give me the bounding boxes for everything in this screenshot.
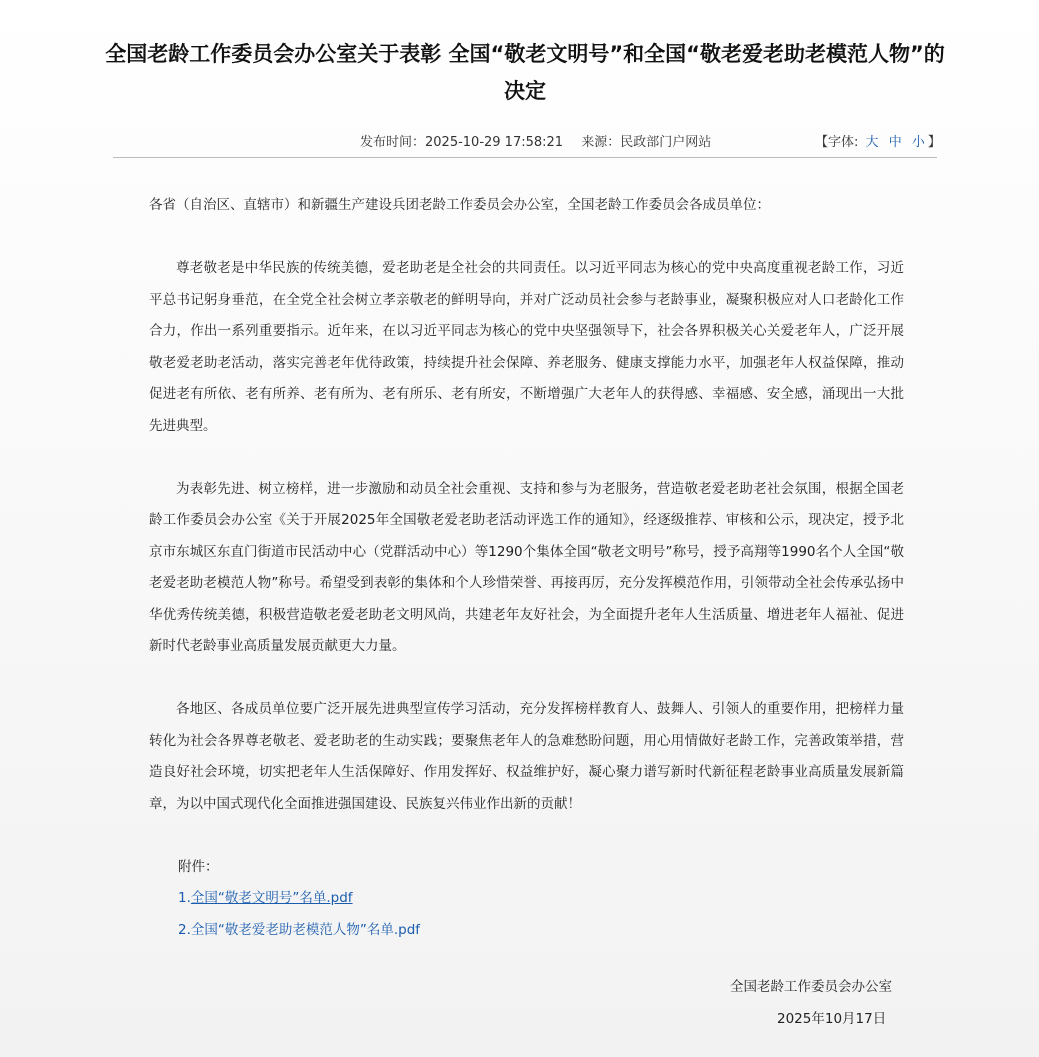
attachment-1-number: 1.: [178, 890, 191, 906]
font-size-label: 【字体:: [815, 135, 859, 150]
attachment-2-link[interactable]: 全国“敬老爱老助老模范人物”名单.pdf: [190, 921, 421, 938]
publish-time: 发布时间：2025-10-29 17:58:21: [360, 135, 564, 150]
attachments-label: 附件：: [178, 858, 219, 875]
article-meta: [360, 131, 725, 150]
attachment-2: [149, 915, 904, 947]
font-size-close: 】: [927, 135, 941, 150]
signature-date: 2025年10月17日: [777, 1011, 887, 1027]
article-title: 全国老龄工作委员会办公室关于表彰 全国“敬老文明号”和全国“敬老爱老助老模范人物”的决定: [105, 42, 945, 103]
font-size-switcher: [815, 131, 941, 150]
salutation: 各省（自治区、直辖市）和新疆生产建设兵团老龄工作委员会办公室，全国老龄工作委员会各成员单位：: [149, 197, 770, 213]
paragraph-3: 各地区、各成员单位要广泛开展先进典型宣传学习活动，充分发挥榜样教育人、鼓舞人、引领人的重要作用，把榜样力量转化为社会各界尊老敬老、爱老助老的生动实践；要聚焦老年人的急难愁盼问题，用心用情做好老龄工作，完善政策举措，营造良好社会环境，切实把老年人生活保障好、作用发挥好、权益维护好，凝心聚力谱写新时代新征程老龄事业高质量发展新篇章，为以中国式现代化全面推进强国建设、民族复兴伟业作出新的贡献！: [149, 701, 904, 812]
title-divider: [113, 157, 937, 158]
font-small-button[interactable]: 小: [911, 135, 925, 150]
article-body: [149, 190, 904, 946]
font-large-button[interactable]: 大: [865, 135, 879, 150]
article-source: 来源：民政部门户网站: [581, 135, 712, 150]
paragraph-1: 尊老敬老是中华民族的传统美德，爱老助老是全社会的共同责任。以习近平同志为核心的党中央高度重视老龄工作，习近平总书记躬身垂范，在全党全社会树立孝亲敬老的鲜明导向，并对广泛动员社会参与老龄事业，凝聚积极应对人口老龄化工作合力，作出一系列重要指示。近年来，在以习近平同志为核心的党中央坚强领导下，社会各界积极关心关爱老年人，广泛开展敬老爱老助老活动，落实完善老年优待政策，持续提升社会保障、养老服务、健康支撑能力水平，加强老年人权益保障，推动促进老有所依、老有所养、老有所为、老有所乐、老有所安，不断增强广大老年人的获得感、幸福感、安全感，涌现出一大批先进典型。: [149, 260, 904, 434]
attachment-1: [149, 883, 904, 915]
attachment-1-link[interactable]: 全国“敬老文明号”名单.pdf: [190, 890, 353, 906]
paragraph-2: 为表彰先进、树立榜样，进一步激励和动员全社会重视、支持和参与为老服务，营造敬老爱老助老社会氛围，根据全国老龄工作委员会办公室《关于开展2025年全国敬老爱老助老活动评选工作的通知》，经逐级推荐、审核和公示，现决定，授予北京市东城区东直门街道市民活动中心（党群活动中心）等1290个集体全国“敬老文明号”称号，授予高翔等1990名个人全国“敬老爱老助老模范人物”称号。希望受到表彰的集体和个人珍惜荣誉、再接再厉，充分发挥模范作用，引领带动全社会传承弘扬中华优秀传统美德，积极营造敬老爱老助老文明风尚，共建老年友好社会，为全面提升老年人生活质量、增进老年人福祉、促进新时代老龄事业高质量发展贡献更大力量。: [149, 480, 904, 654]
attachment-2-number: 2.: [178, 921, 191, 938]
font-medium-button[interactable]: 中: [888, 135, 902, 150]
signature-org: 全国老龄工作委员会办公室: [730, 979, 892, 995]
